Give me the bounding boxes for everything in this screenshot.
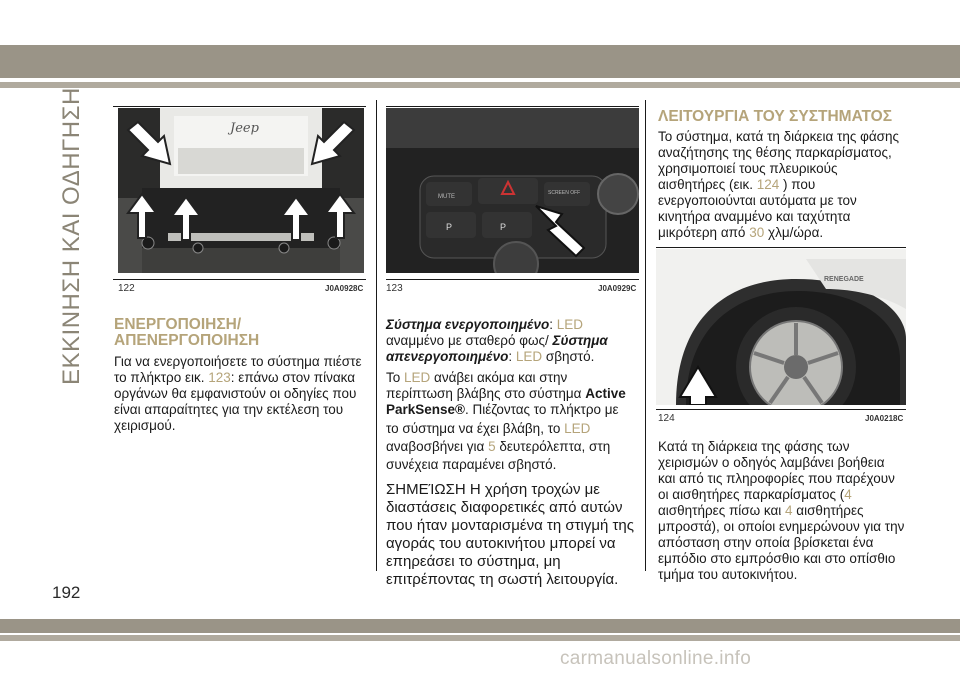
page-number: 192: [52, 583, 81, 602]
text-run: δευτερόλεπτα, στη: [495, 439, 611, 454]
text-line: και από τις πληροφορίες που παρέχουν: [658, 471, 895, 486]
text-line: [658, 502, 864, 519]
figure-top-rule: [113, 106, 366, 107]
text-line: χρησιμοποιεί τους πλευρικούς: [658, 161, 838, 176]
figure-top-rule: [656, 247, 906, 248]
text-run: χλμ/ώρα.: [764, 225, 824, 240]
column-divider: [376, 100, 377, 571]
text-line: [658, 486, 852, 503]
text-run: μικρότερη από: [658, 225, 750, 240]
text-line: κινητήρα αναμμένο και ταχύτητα: [658, 209, 851, 224]
text-line: εμπόδιο στο εμπρόσθιο και στο οπίσθιο: [658, 551, 896, 566]
text-line: [386, 369, 567, 386]
text-line: είναι απαραίτητες για την εκτέλεση του: [114, 402, 344, 417]
figure-124-code: J0A0218C: [865, 414, 904, 423]
caption-rule: [113, 279, 366, 280]
number-term: 5: [488, 439, 496, 454]
brand-term: Active: [585, 386, 626, 401]
footer-stripe: [0, 635, 960, 641]
text-line: [386, 385, 626, 402]
text-run: ) που: [779, 177, 816, 192]
note-line: αγοράς του αυτοκινήτου μπορεί να: [386, 535, 616, 552]
text-line: οργάνων θα εμφανιστούν οι οδηγίες που: [114, 386, 357, 401]
header-band: [0, 45, 960, 78]
note-line: που ήταν μονταρισμένα τη στιγμή της: [386, 517, 635, 534]
note-line: επηρεάσει το σύστημα, μη: [386, 553, 561, 570]
text-run: αναβοσβήνει για: [386, 439, 489, 454]
park-symbol-left: P: [446, 222, 453, 232]
column-divider: [645, 100, 646, 571]
number-term: 30: [749, 225, 765, 240]
text-run: περίπτωση βλάβης στο σύστημα: [386, 386, 586, 401]
text-line: ενεργοποιούνται αυτόματα με τον: [658, 193, 857, 208]
figure-ref: 123: [208, 370, 231, 385]
text-line: τμήμα του αυτοκινήτου.: [658, 567, 798, 582]
text-line: μπροστά), οι οποίοι ενημερώνουν για την: [658, 519, 905, 534]
text-line: συνέχεια παραμένει σβηστό.: [386, 457, 557, 472]
led-term: LED: [404, 370, 431, 385]
text-run: Το: [386, 370, 405, 385]
figure-123-dashboard-button-photo: [386, 108, 639, 273]
text-run: . Πιέζοντας το πλήκτρο με: [465, 402, 619, 417]
figure-122-number: 122: [118, 283, 135, 294]
emphasis: Σύστημα: [552, 333, 608, 348]
text-line: Κατά τη διάρκεια της φάσης των: [658, 439, 850, 454]
text-run: αισθητήρες (εικ.: [658, 177, 757, 192]
text-line: [386, 316, 583, 333]
text-run: το πλήκτρο εικ.: [114, 370, 209, 385]
watermark: carmanualsonline.info: [560, 648, 752, 669]
note-line: επιτρέποντας τη σωστή λειτουργία.: [386, 571, 619, 588]
emphasis: απενεργοποιημένο: [386, 349, 509, 364]
text-line: [386, 401, 619, 418]
operation-heading: ΛΕΙΤΟΥΡΓΙΑ ΤΟΥ ΣΥΣΤΗΜΑΤΟΣ: [658, 108, 893, 125]
figure-ref: 124: [756, 177, 780, 192]
text-line: απόσταση στην οποία βρίσκεται ένα: [658, 535, 874, 550]
text-line: χειρισμών ο οδηγός λαμβάνει βοήθεια: [658, 455, 885, 470]
text-run: αισθητήρες πίσω και: [658, 503, 786, 518]
figure-122-code: J0A0928C: [325, 284, 364, 293]
number-term: 4: [844, 487, 852, 502]
figure-123-number: 123: [386, 283, 403, 294]
text-line: [386, 420, 590, 437]
footer-band: [0, 619, 960, 633]
text-run: αναμμένο με σταθερό φως/: [386, 333, 553, 348]
text-line: [386, 332, 608, 349]
caption-rule: [386, 279, 639, 280]
section-side-title: ΕΚΚΙΝΗΣΗ ΚΑΙ ΟΔΗΓΗΣΗ: [58, 87, 85, 385]
park-symbol-right: P: [500, 222, 507, 232]
header-stripe: [0, 82, 960, 88]
text-run: το σύστημα να έχει βλάβη, το: [386, 421, 565, 436]
text-line: [658, 176, 815, 193]
text-line: [658, 224, 823, 241]
text-run: :: [549, 317, 557, 332]
note-line: διαστάσεις διαφορετικές από αυτών: [386, 499, 623, 516]
text-line: [114, 369, 355, 386]
text-run: οι αισθητήρες παρκαρίσματος (: [658, 487, 845, 502]
screen-off-label: SCREEN OFF: [548, 190, 581, 196]
jeep-badge: Jeep: [230, 121, 259, 136]
note-line: ΣΗΜΕΊΩΣΗ Η χρήση τροχών με: [386, 481, 600, 498]
text-line: Το σύστημα, κατά τη διάρκεια της φάσης: [658, 129, 899, 144]
brand-term: ParkSense®: [386, 402, 465, 417]
text-run: αισθητήρες: [792, 503, 864, 518]
caption-rule: [656, 409, 906, 410]
text-run: σβηστό.: [542, 349, 595, 364]
figure-122-rear-bumper-photo: [118, 108, 364, 273]
text-line: χειρισμού.: [114, 418, 176, 433]
text-run: ανάβει ακόμα και στην: [430, 370, 568, 385]
text-line: αναζήτησης της θέσης παρκαρίσματος,: [658, 145, 892, 160]
led-term: LED: [564, 421, 591, 436]
activation-heading-line2: ΑΠΕΝΕΡΓΟΠΟΙΗΣΗ: [114, 332, 260, 349]
renegade-badge: RENEGADE: [824, 276, 864, 283]
text-line: Για να ενεργοποιήσετε το σύστημα πιέστε: [114, 354, 362, 369]
text-line: [386, 438, 610, 455]
led-term: LED: [515, 349, 543, 364]
activation-heading-line1: ΕΝΕΡΓΟΠΟΙΗΣΗ/: [114, 316, 242, 333]
figure-124-number: 124: [658, 413, 675, 424]
text-line: [386, 348, 594, 365]
text-run: : επάνω στον πίνακα: [230, 370, 356, 385]
figure-124-side-sensor-photo: [656, 249, 906, 405]
figure-123-code: J0A0929C: [598, 284, 637, 293]
mute-label: MUTE: [438, 194, 455, 200]
emphasis: Σύστημα ενεργοποιημένο: [386, 317, 550, 332]
number-term: 4: [785, 503, 793, 518]
led-term: LED: [556, 317, 584, 332]
figure-top-rule: [386, 106, 639, 107]
text-run: :: [508, 349, 516, 364]
